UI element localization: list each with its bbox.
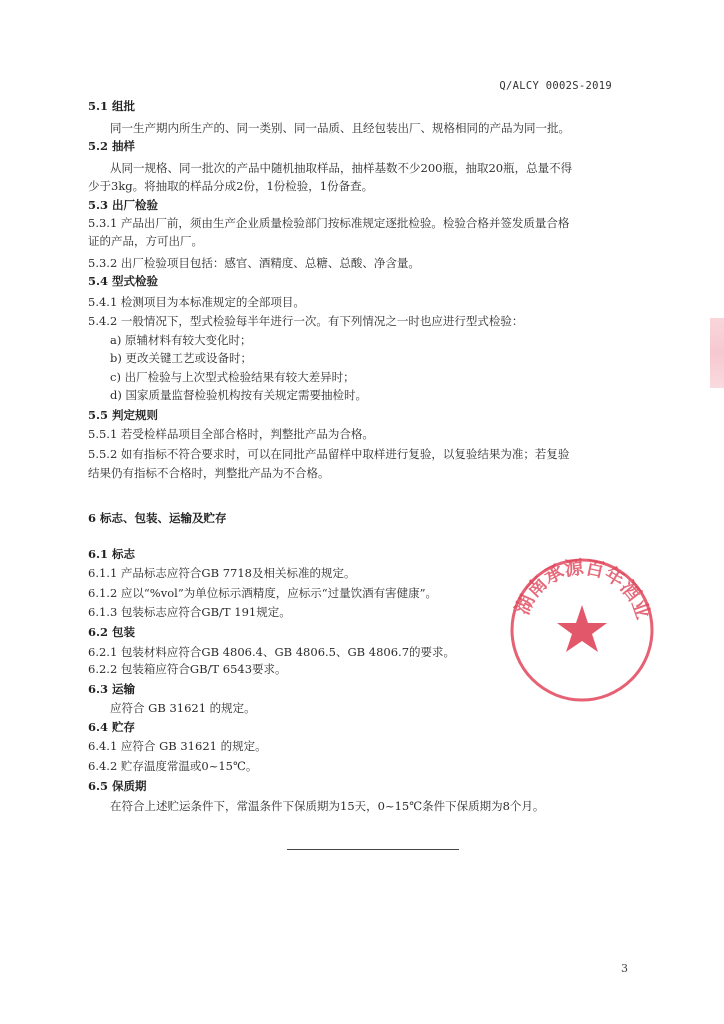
body-text-line: 5.5.2 如有指标不符合要求时，可以在同批产品留样中取样进行复验，以复验结果为准；若复验	[88, 447, 570, 461]
list-item: d) 国家质量监督检验机构按有关规定需要抽检时。	[110, 388, 368, 402]
body-text-line: 6.2.1 包装材料应符合GB 4806.4、GB 4806.5、GB 4806.7的要求。	[88, 645, 456, 659]
list-item: c) 出厂检验与上次型式检验结果有较大差异时；	[110, 370, 355, 384]
body-text-line: 证的产品，方可出厂。	[88, 234, 203, 248]
seal-star-icon	[557, 605, 607, 652]
body-text-line: 少于3kg。将抽取的样品分成2份，1份检验，1份备查。	[88, 179, 374, 193]
section-heading: 6.5 保质期	[88, 779, 147, 793]
section-heading: 5.3 出厂检验	[88, 198, 159, 212]
section-heading: 6.3 运输	[88, 682, 136, 696]
body-text-line: 从同一规格、同一批次的产品中随机抽取样品，抽样基数不少200瓶，抽取20瓶，总量不得	[110, 161, 573, 175]
body-text-line: 6.4.2 贮存温度常温或0~15℃。	[88, 759, 258, 773]
body-text-line: 6.4.1 应符合 GB 31621 的规定。	[88, 739, 267, 753]
list-item: a) 原辅材料有较大变化时；	[110, 333, 252, 347]
section-heading: 5.1 组批	[88, 99, 136, 113]
seal-text: 湖南承源百年酒业	[511, 556, 655, 623]
body-text-line: 6.2.2 包装箱应符合GB/T 6543要求。	[88, 662, 287, 676]
company-seal	[507, 555, 657, 705]
body-text-line: 应符合 GB 31621 的规定。	[110, 701, 256, 715]
section-heading: 5.4 型式检验	[88, 274, 159, 288]
body-text-line: 5.5.1 若受检样品项目全部合格时，判整批产品为合格。	[88, 427, 374, 441]
body-text-line: 5.4.1 检测项目为本标准规定的全部项目。	[88, 295, 305, 309]
section-heading: 6.2 包装	[88, 625, 136, 639]
section-heading: 5.5 判定规则	[88, 408, 159, 422]
section-heading: 6.1 标志	[88, 547, 136, 561]
body-text-line: 6.1.3 包装标志应符合GB/T 191规定。	[88, 605, 291, 619]
body-text-line: 结果仍有指标不合格时，判整批产品为不合格。	[88, 466, 330, 480]
standard-code: Q/ALCY 0002S-2019	[499, 80, 612, 92]
end-rule	[287, 849, 459, 850]
body-text-line: 5.4.2 一般情况下，型式检验每半年进行一次。有下列情况之一时也应进行型式检验：	[88, 314, 524, 328]
page-number: 3	[621, 962, 628, 975]
body-text-line: 5.3.2 出厂检验项目包括：感官、酒精度、总糖、总酸、净含量。	[88, 256, 420, 270]
body-text-line: 5.3.1 产品出厂前，须由生产企业质量检验部门按标准规定逐批检验。检验合格并签发质量合格	[88, 216, 570, 230]
section-heading: 6 标志、包装、运输及贮存	[88, 511, 227, 525]
section-heading: 5.2 抽样	[88, 139, 136, 153]
body-text-line: 6.1.1 产品标志应符合GB 7718及相关标准的规定。	[88, 566, 356, 580]
list-item: b) 更改关键工艺或设备时；	[110, 351, 253, 365]
body-text-line: 在符合上述贮运条件下，常温条件下保质期为15天，0~15℃条件下保质期为8个月。	[110, 799, 545, 813]
side-stamp-strip	[710, 318, 724, 388]
body-text-line: 同一生产期内所生产的、同一类别、同一品质、且经包装出厂、规格相同的产品为同一批。	[110, 121, 570, 135]
body-text-line: 6.1.2 应以“%vol”为单位标示酒精度，应标示“过量饮酒有害健康”。	[88, 586, 437, 600]
section-heading: 6.4 贮存	[88, 720, 136, 734]
